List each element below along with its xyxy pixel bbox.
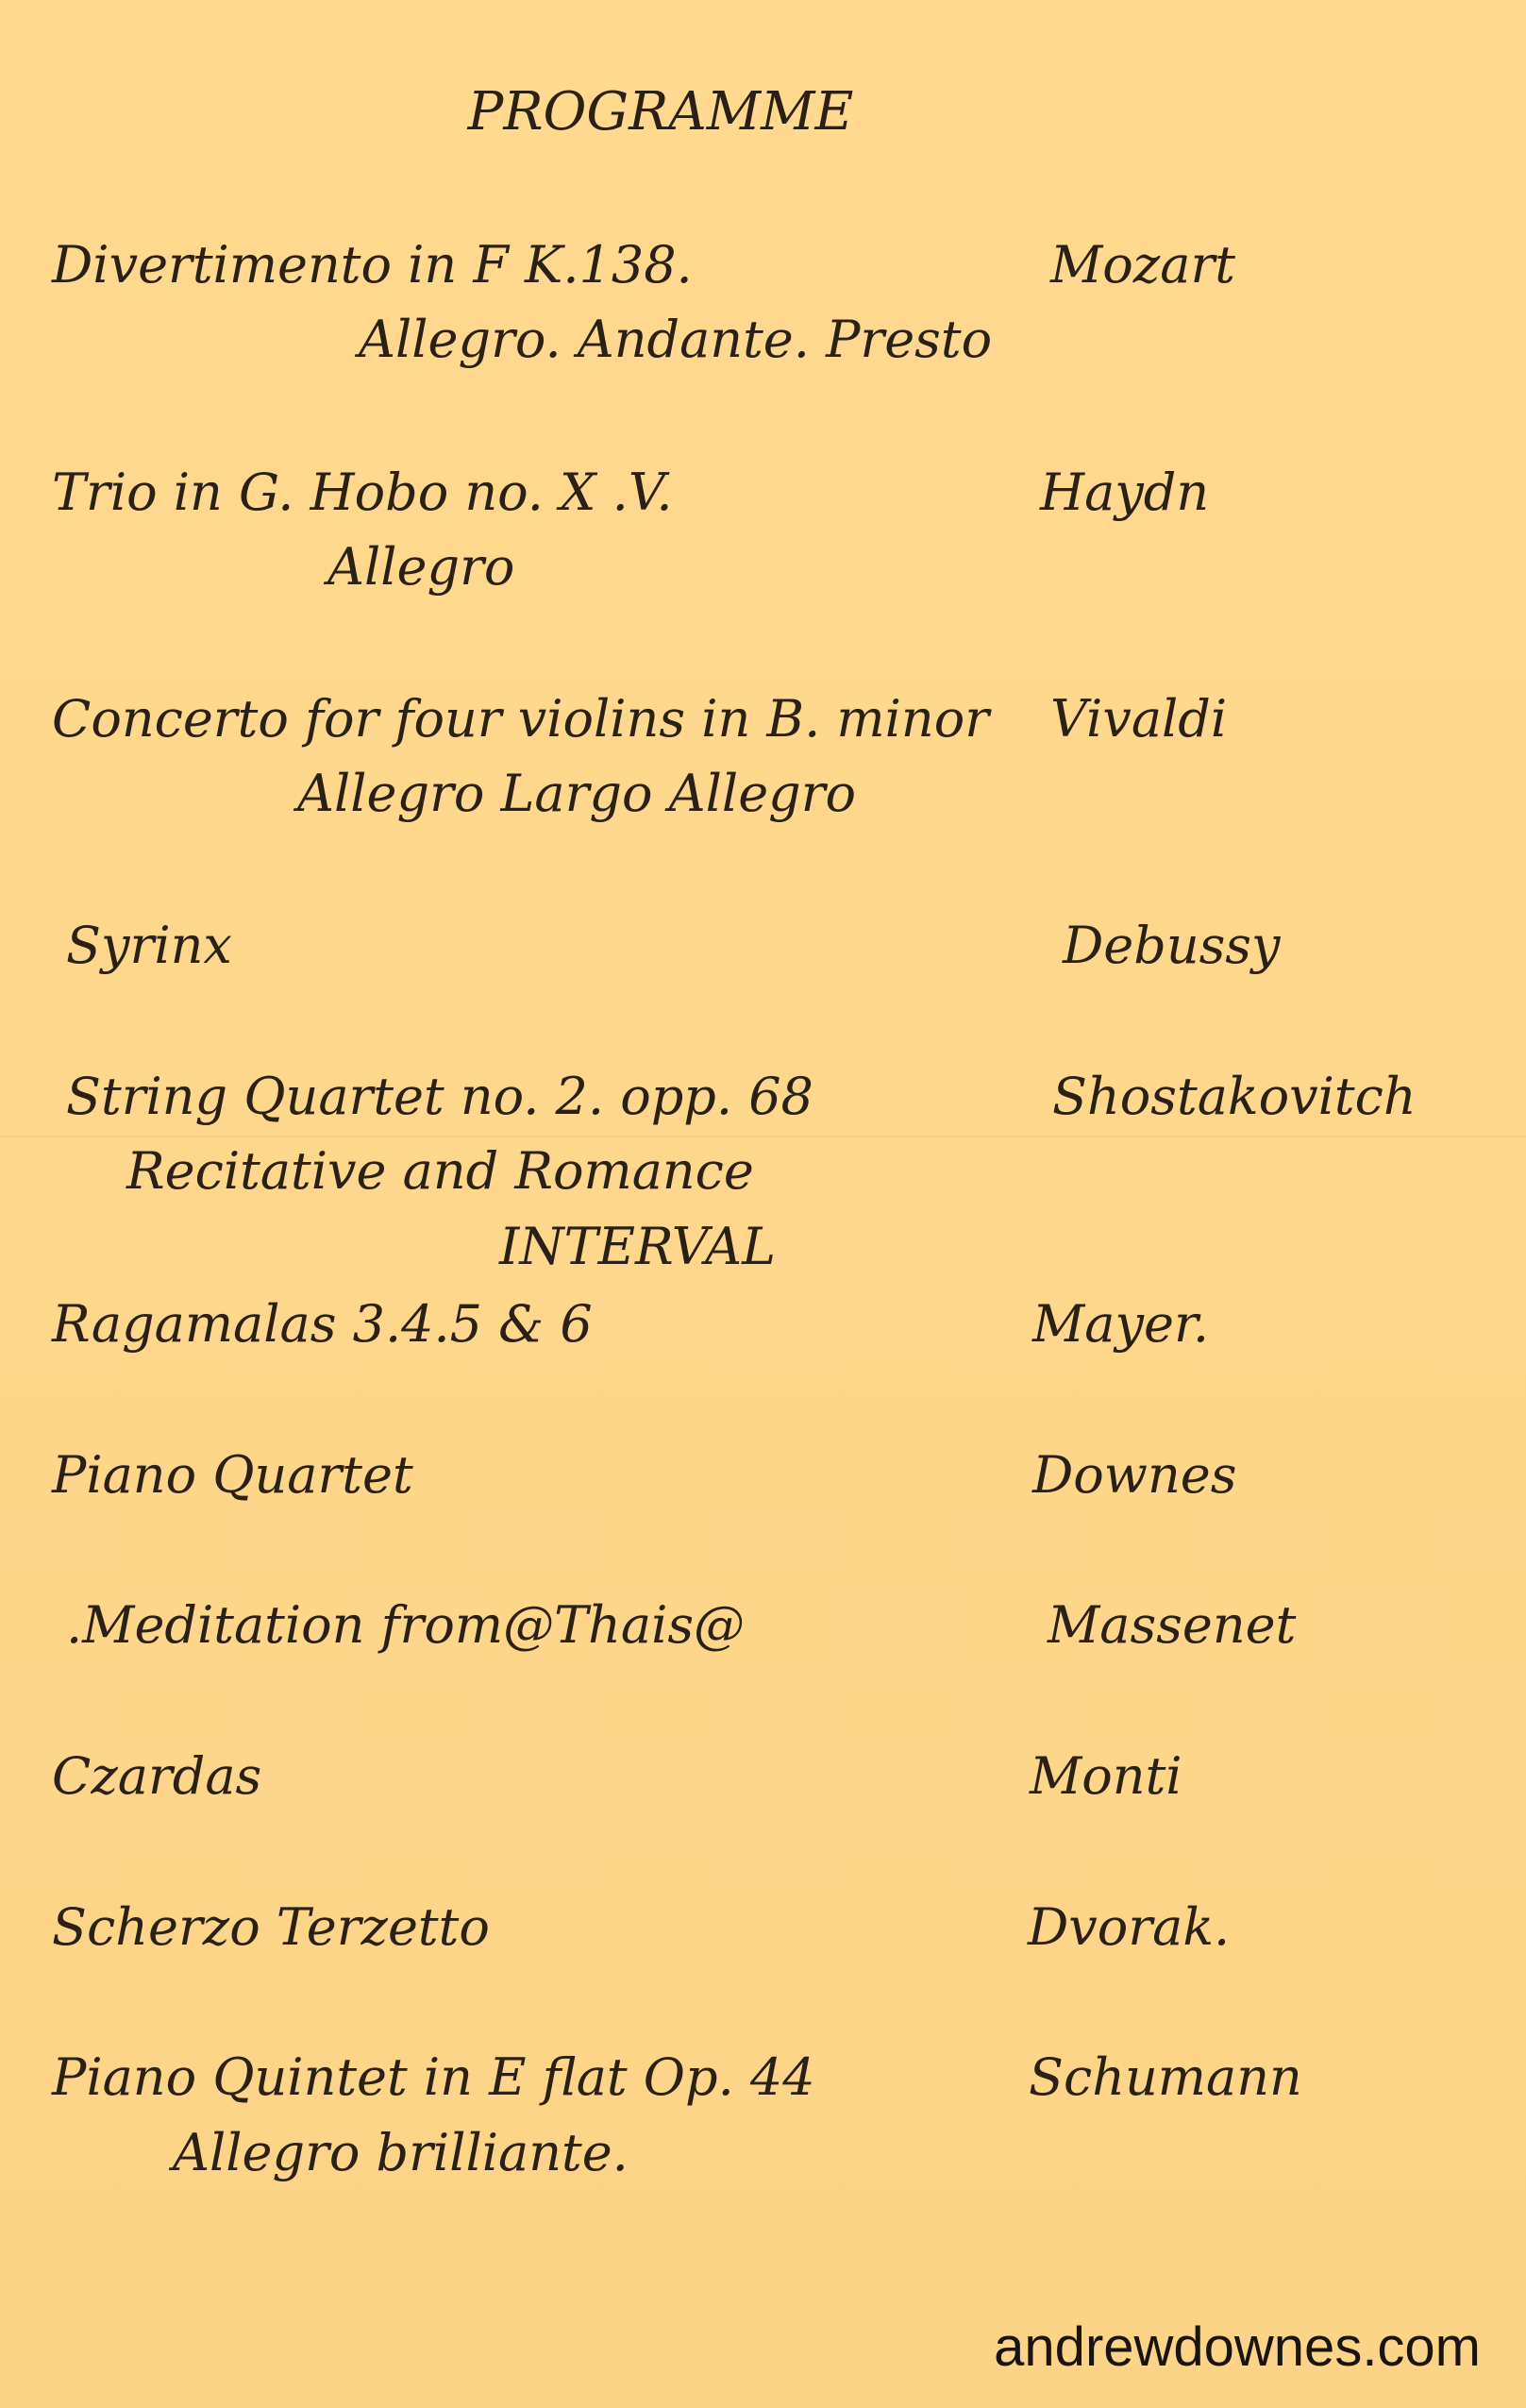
composer-name: Dvorak. — [1028, 1897, 1231, 1957]
piece-movements: Allegro Largo Allegro — [297, 764, 857, 823]
piece-title: Piano Quartet — [52, 1445, 413, 1505]
website-watermark: andrewdownes.com — [994, 2316, 1481, 2378]
composer-name: Vivaldi — [1050, 689, 1228, 749]
composer-name: Massenet — [1048, 1595, 1297, 1655]
piece-title: Concerto for four violins in B. minor — [52, 689, 990, 749]
composer-name: Mayer. — [1032, 1294, 1209, 1354]
interval-label: INTERVAL — [499, 1217, 776, 1276]
composer-name: Schumann — [1029, 2047, 1302, 2107]
composer-name: Debussy — [1063, 916, 1281, 975]
piece-title: Scherzo Terzetto — [52, 1897, 490, 1957]
composer-name: Monti — [1030, 1746, 1182, 1806]
composer-name: Mozart — [1050, 235, 1235, 295]
piece-title: Divertimento in F K.138. — [52, 235, 693, 295]
composer-name: Downes — [1032, 1445, 1237, 1505]
piece-title: Syrinx — [66, 916, 232, 975]
piece-movements: Allegro — [327, 537, 515, 597]
piece-title: String Quartet no. 2. opp. 68 — [66, 1067, 813, 1126]
piece-title: Czardas — [52, 1746, 262, 1806]
piece-movements: Allegro brilliante. — [173, 2123, 629, 2182]
paper-fold-line — [0, 1136, 1526, 1137]
piece-title: Ragamalas 3.4.5 & 6 — [52, 1294, 593, 1354]
piece-title: Piano Quintet in E flat Op. 44 — [52, 2047, 815, 2107]
piece-movements: Allegro. Andante. Presto — [359, 310, 993, 369]
programme-heading: PROGRAMME — [467, 81, 854, 143]
composer-name: Shostakovitch — [1052, 1067, 1417, 1126]
piece-movements: Recitative and Romance — [126, 1141, 754, 1201]
piece-title: .Meditation from@Thais@ — [66, 1595, 746, 1655]
piece-title: Trio in G. Hobo no. X .V. — [52, 463, 673, 522]
composer-name: Haydn — [1040, 463, 1210, 522]
